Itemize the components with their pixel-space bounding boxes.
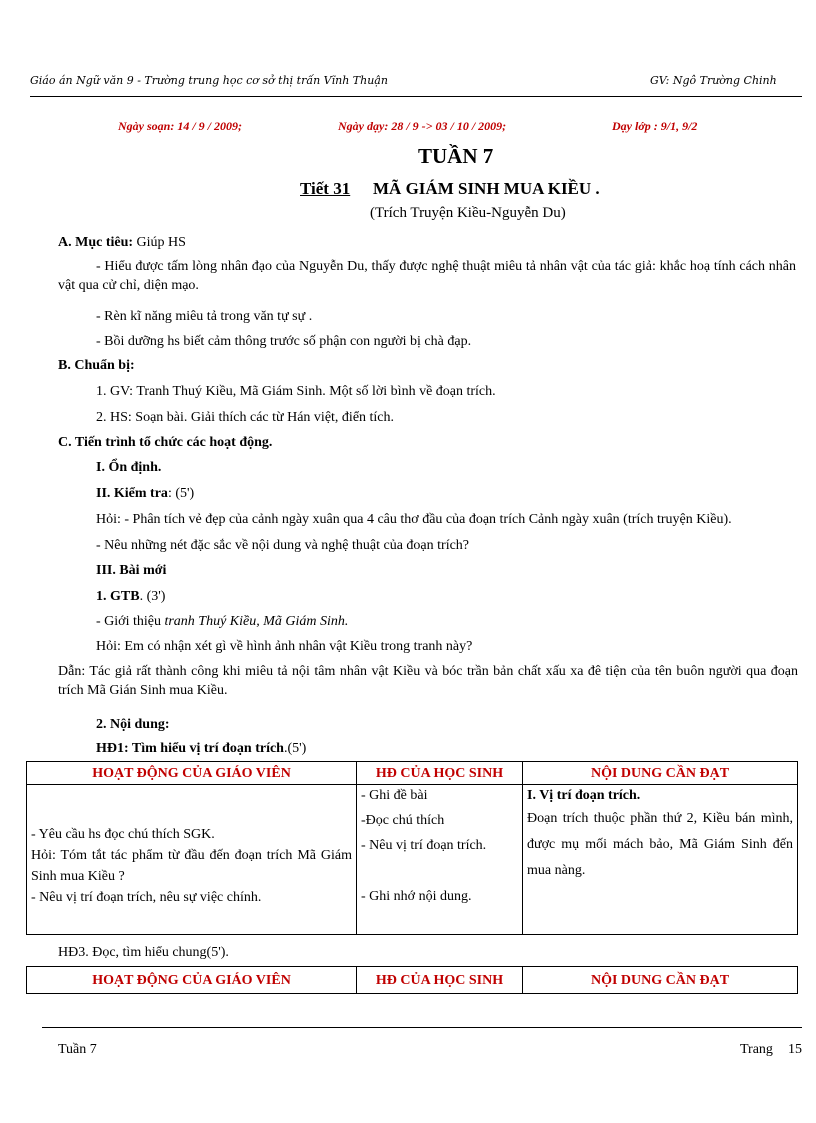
objective-2: - Rèn kĩ năng miêu tả trong văn tự sự .: [96, 309, 313, 324]
prep-student: 2. HS: Soạn bài. Giải thích các từ Hán việt, điển tích.: [96, 410, 395, 425]
student-step-3: - Nêu vị trí đoạn trích.: [361, 838, 487, 853]
section-c-heading: C. Tiến trình tổ chức các hoạt động.: [58, 435, 273, 450]
prep-date: Ngày soạn: 14 / 9 / 2009;: [118, 119, 242, 133]
table-row: [27, 785, 798, 935]
gtb-heading: [96, 587, 165, 606]
hd1-time: .(5'): [283, 741, 307, 756]
header-rule: [30, 96, 802, 97]
check-question-2: - Nêu những nét đặc sắc về nội dung và nghệ thuật của đoạn trích?: [96, 538, 470, 553]
teacher-step-3: - Nêu vị trí đoạn trích, nêu sự việc chính.: [31, 890, 262, 905]
activity-table-2: [26, 966, 798, 994]
class-info: Dạy lớp : 9/1, 9/2: [612, 119, 698, 133]
footer-week: Tuần 7: [58, 1042, 97, 1057]
hd1-label: HĐ1: Tìm hiểu vị trí đoạn trích: [96, 741, 284, 756]
lesson-title: MÃ GIÁM SINH MUA KIỀU .: [373, 179, 600, 198]
content-title: I. Vị trí đoạn trích.: [527, 788, 641, 803]
footer-page-label: Trang: [740, 1042, 773, 1057]
footer-rule: [42, 1027, 802, 1028]
col-header-student: HĐ CỦA HỌC SINH: [357, 967, 523, 994]
gtb-time: . (3'): [139, 589, 166, 604]
col-header-student: HĐ CỦA HỌC SINH: [357, 762, 523, 785]
teacher-step-2: Hỏi: Tóm tắt tác phẩm từ đầu đến đoạn trích Mã Giám Sinh mua Kiều ?: [31, 848, 352, 884]
activity-table-1: [26, 761, 798, 935]
content-cell: [523, 785, 798, 935]
gtb-question: Hỏi: Em có nhận xét gì về hình ảnh nhân vật Kiều trong tranh này?: [96, 639, 473, 654]
content-text: Đoạn trích thuộc phần thứ 2, Kiều bán mình, được mụ mối mách bảo, Mã Giám Sinh đến mua nàng.: [527, 811, 793, 878]
section-a-rest: Giúp HS: [133, 235, 186, 250]
student-step-1: - Ghi đề bài: [361, 788, 428, 803]
lesson-period: Tiết 31: [300, 179, 351, 198]
hd1-heading: [96, 739, 306, 758]
step-ii-label: II. Kiểm tra: [96, 486, 168, 501]
student-step-2: -Đọc chú thích: [361, 813, 445, 828]
section-b-heading: B. Chuẩn bị:: [58, 358, 135, 373]
col-header-content: NỘI DUNG CẦN ĐẠT: [523, 762, 798, 785]
lead-in: Dẫn: Tác giả rất thành công khi miêu tả nội tâm nhân vật Kiều và bóc trần bản chất xấu xa đê tiện của tên buôn người qua đoạn trích Mã Gián Sinh mua Kiều.: [58, 664, 798, 698]
teacher-activities: [27, 785, 357, 935]
step-ii-time: : (5'): [167, 486, 195, 501]
section-a-heading: [58, 233, 186, 252]
objective-1: - Hiểu được tấm lòng nhân đạo của Nguyễn Du, thấy được nghệ thuật miêu tả nhân vật của tác giả: khắc hoạ tính cách nhân vật qua cử chỉ, diện mạo.: [58, 259, 796, 293]
gtb-intro-text: - Giới thiệu: [96, 614, 165, 629]
lesson-source: (Trích Truyện Kiều-Nguyễn Du): [370, 205, 566, 221]
content-heading: 2. Nội dung:: [96, 717, 170, 732]
table-header-row: [27, 762, 798, 785]
teacher-step-1: - Yêu cầu hs đọc chú thích SGK.: [31, 827, 215, 842]
section-a-label: A. Mục tiêu:: [58, 235, 134, 250]
footer-page-number: 15: [788, 1042, 802, 1057]
hd3-heading: HĐ3. Đọc, tìm hiểu chung(5').: [58, 945, 229, 960]
student-step-4: - Ghi nhớ nội dung.: [361, 889, 472, 904]
student-activities: [357, 785, 523, 935]
step-iii: III. Bài mới: [96, 563, 167, 578]
col-header-teacher: HOẠT ĐỘNG CỦA GIÁO VIÊN: [27, 762, 357, 785]
table-header-row: [27, 967, 798, 994]
prep-teacher: 1. GV: Tranh Thuý Kiều, Mã Giám Sinh. Một số lời bình về đoạn trích.: [96, 384, 496, 399]
week-title: TUẦN 7: [418, 144, 494, 168]
objective-3: - Bồi dưỡng hs biết cảm thông trước số phận con người bị chà đạp.: [96, 334, 472, 349]
header-left: Giáo án Ngữ văn 9 - Trường trung học cơ sở thị trấn Vĩnh Thuận: [30, 74, 388, 87]
gtb-label: 1. GTB: [96, 589, 140, 604]
header-right: GV: Ngô Trường Chinh: [650, 74, 777, 87]
step-ii: [96, 484, 194, 503]
col-header-content: NỘI DUNG CẦN ĐẠT: [523, 967, 798, 994]
gtb-intro-italic: tranh Thuý Kiều, Mã Giám Sinh.: [164, 614, 349, 629]
teach-date: Ngày dạy: 28 / 9 -> 03 / 10 / 2009;: [338, 119, 507, 133]
gtb-intro: [96, 612, 348, 631]
col-header-teacher: HOẠT ĐỘNG CỦA GIÁO VIÊN: [27, 967, 357, 994]
check-question-1: Hỏi: - Phân tích vẻ đẹp của cảnh ngày xuân qua 4 câu thơ đầu của đoạn trích Cảnh ngày xuân (trích truyện Kiều).: [96, 512, 732, 527]
step-i: I. Ổn định.: [96, 460, 162, 475]
